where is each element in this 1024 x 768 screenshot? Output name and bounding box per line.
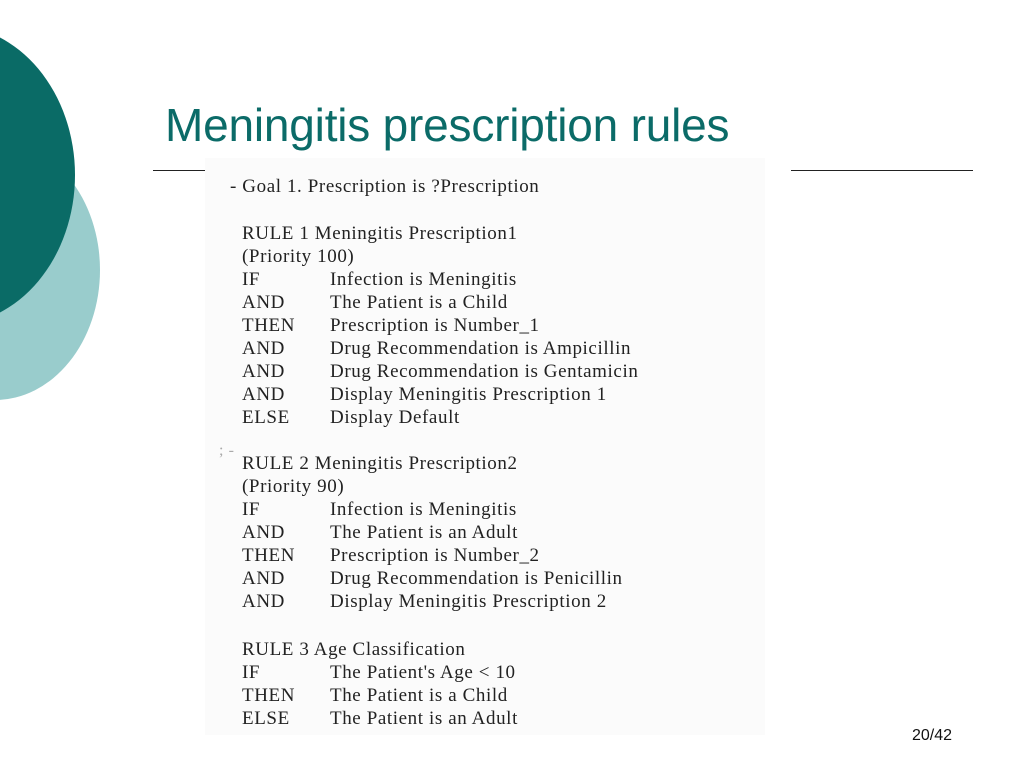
rule-keyword: AND	[242, 568, 285, 589]
rule-condition: Prescription is Number_2	[330, 545, 540, 566]
rule-2-block	[242, 452, 623, 613]
rule-line	[242, 268, 638, 291]
rule-keyword: THEN	[242, 545, 296, 566]
rule-line	[242, 291, 638, 314]
rule-condition: Infection is Meningitis	[330, 499, 517, 520]
rule-keyword: AND	[242, 384, 285, 405]
rule-keyword: ELSE	[242, 407, 290, 428]
rule-condition: Display Meningitis Prescription 1	[330, 384, 607, 405]
rule-condition: The Patient is an Adult	[330, 708, 518, 729]
goal-line: - Goal 1. Prescription is ?Prescription	[230, 176, 540, 197]
rule-condition: Drug Recommendation is Ampicillin	[330, 338, 632, 359]
rule-line	[242, 684, 518, 707]
rule-line	[242, 521, 623, 544]
scan-noise-mark: ; -	[219, 442, 235, 459]
rule-line	[242, 337, 638, 360]
rule-2-priority: (Priority 90)	[242, 476, 345, 497]
rule-1-header: RULE 1 Meningitis Prescription1	[242, 223, 518, 244]
rule-line	[242, 498, 623, 521]
rule-keyword: ELSE	[242, 708, 290, 729]
rule-keyword: AND	[242, 292, 285, 313]
rule-condition: The Patient's Age < 10	[330, 662, 516, 683]
rule-keyword: AND	[242, 338, 285, 359]
rule-3-block	[242, 638, 518, 730]
rule-keyword: IF	[242, 662, 261, 683]
rule-keyword: IF	[242, 269, 261, 290]
rule-keyword: AND	[242, 361, 285, 382]
rule-condition: Display Meningitis Prescription 2	[330, 591, 607, 612]
rule-condition: The Patient is a Child	[330, 685, 508, 706]
rule-line	[242, 707, 518, 730]
rule-condition: Drug Recommendation is Gentamicin	[330, 361, 639, 382]
rule-keyword: THEN	[242, 685, 296, 706]
page-number: 20/42	[912, 727, 953, 744]
rule-keyword: IF	[242, 499, 261, 520]
rule-1-priority: (Priority 100)	[242, 246, 355, 267]
rule-line	[242, 590, 623, 613]
rule-condition: The Patient is a Child	[330, 292, 508, 313]
rule-2-header: RULE 2 Meningitis Prescription2	[242, 453, 518, 474]
rule-condition: Prescription is Number_1	[330, 315, 540, 336]
rule-line	[242, 567, 623, 590]
title-underline-right	[791, 170, 973, 171]
rule-line	[242, 406, 638, 429]
rule-condition: The Patient is an Adult	[330, 522, 518, 543]
rule-3-header: RULE 3 Age Classification	[242, 639, 466, 660]
rule-1-block	[242, 222, 638, 429]
rule-keyword: AND	[242, 522, 285, 543]
rule-keyword: AND	[242, 591, 285, 612]
rule-line	[242, 383, 638, 406]
scanned-rules-image	[205, 158, 765, 735]
rule-line	[242, 544, 623, 567]
title-underline-left	[153, 170, 205, 171]
rule-line	[242, 661, 518, 684]
rule-keyword: THEN	[242, 315, 296, 336]
rule-line	[242, 360, 638, 383]
rule-condition: Drug Recommendation is Penicillin	[330, 568, 623, 589]
rule-condition: Infection is Meningitis	[330, 269, 517, 290]
rule-line	[242, 314, 638, 337]
rule-condition: Display Default	[330, 407, 460, 428]
slide-title: Meningitis prescription rules	[165, 99, 730, 151]
